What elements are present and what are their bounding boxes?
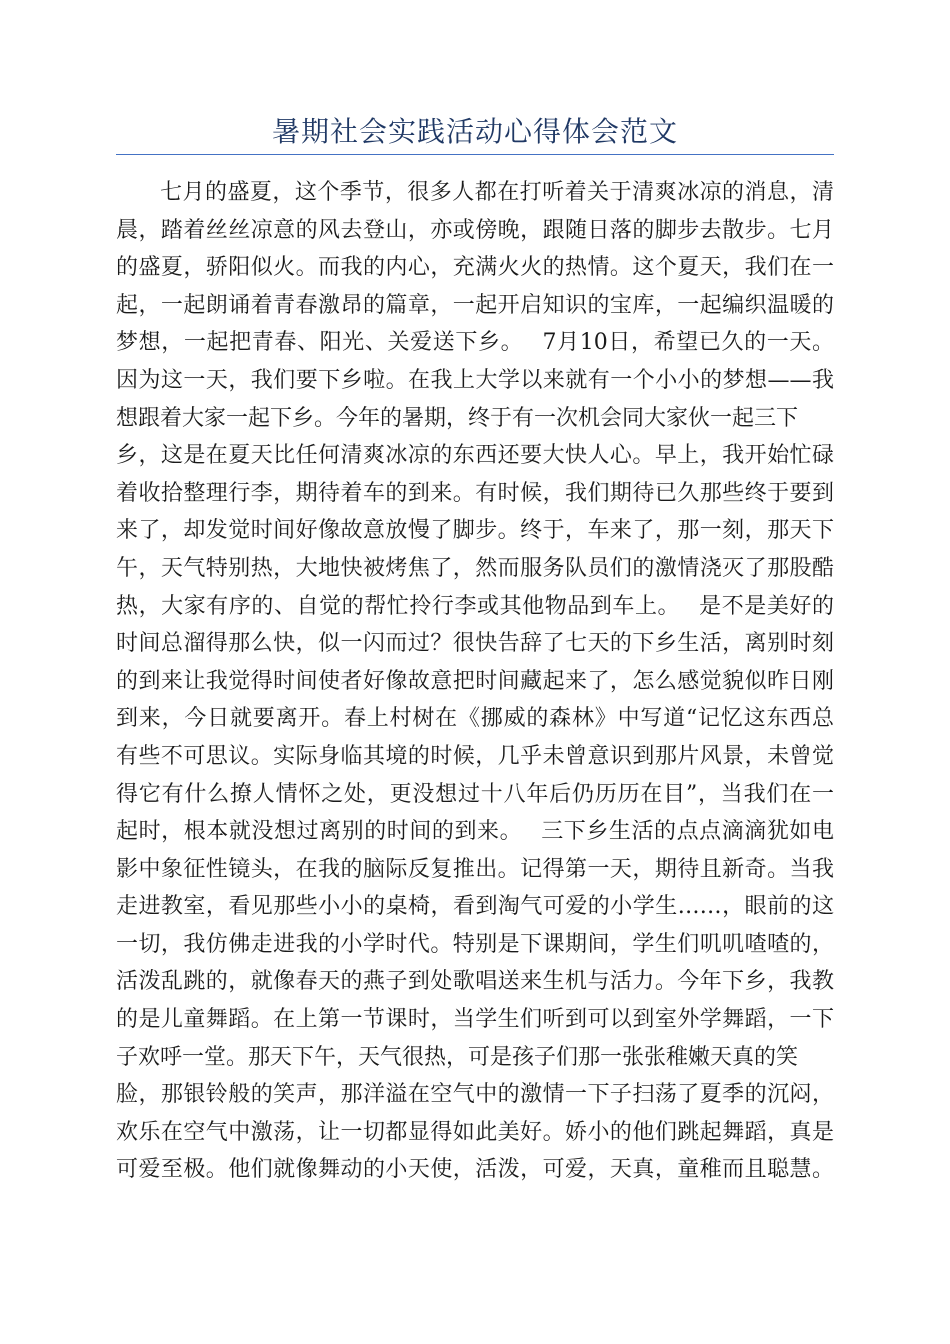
body-line: 到来，今日就要离开。春上村树在《挪威的森林》中写道“记忆这东西总 bbox=[116, 706, 834, 732]
body-line: 来了，却发觉时间好像故意放慢了脚步。终于，车来了，那一刻，那天下 bbox=[116, 518, 834, 544]
title-underline bbox=[116, 154, 834, 155]
body-line: 想跟着大家一起下乡。今年的暑期，终于有一次机会同大家伙一起三下 bbox=[116, 405, 799, 431]
body-line: 着收拾整理行李，期待着车的到来。有时候，我们期待已久那些终于要到 bbox=[116, 480, 834, 506]
body-line: 的盛夏，骄阳似火。而我的内心，充满火火的热情。这个夏天，我们在一 bbox=[116, 255, 834, 281]
body-line: 走进教室，看见那些小小的桌椅，看到淘气可爱的小学生……，眼前的这 bbox=[116, 894, 834, 920]
body-line: 乡，这是在夏天比任何清爽冰凉的东西还要大快人心。早上，我开始忙碌 bbox=[116, 443, 834, 469]
body-line: 得它有什么撩人情怀之处，更没想过十八年后仍历历在目”，当我们在一 bbox=[116, 781, 834, 807]
document-body bbox=[116, 174, 834, 1189]
body-line: 的是儿童舞蹈。在上第一节课时，当学生们听到可以到室外学舞蹈，一下 bbox=[116, 1007, 834, 1033]
document-title: 暑期社会实践活动心得体会范文 bbox=[271, 115, 678, 148]
body-line: 有些不可思议。实际身临其境的时候，几乎未曾意识到那片风景，未曾觉 bbox=[116, 743, 834, 769]
body-line: 热，大家有序的、自觉的帮忙拎行李或其他物品到车上。 是不是美好的 bbox=[116, 593, 834, 619]
body-line: 起时，根本就没想过离别的时间的到来。 三下乡生活的点点滴滴犹如电 bbox=[116, 819, 834, 845]
body-line: 梦想，一起把青春、阳光、关爱送下乡。 7月10日，希望已久的一天。 bbox=[116, 330, 834, 356]
body-line: 午，天气特别热，大地快被烤焦了，然而服务队员们的激情浇灭了那股酷 bbox=[116, 555, 834, 581]
body-line: 时间总溜得那么快，似一闪而过？很快告辞了七天的下乡生活，离别时刻 bbox=[116, 631, 834, 657]
body-line: 活泼乱跳的，就像春天的燕子到处歌唱送来生机与活力。今年下乡，我教 bbox=[116, 969, 834, 995]
body-line: 七月的盛夏，这个季节，很多人都在打听着关于清爽冰凉的消息，清 bbox=[160, 180, 834, 205]
body-line: 脸，那银铃般的笑声，那洋溢在空气中的激情一下子扫荡了夏季的沉闷， bbox=[116, 1082, 834, 1108]
body-line: 影中象征性镜头，在我的脑际反复推出。记得第一天，期待且新奇。当我 bbox=[116, 856, 834, 882]
body-line: 晨，踏着丝丝凉意的风去登山，亦或傍晚，跟随日落的脚步去散步。七月 bbox=[116, 217, 834, 243]
body-line: 欢乐在空气中激荡，让一切都显得如此美好。娇小的他们跳起舞蹈，真是 bbox=[116, 1119, 834, 1145]
body-line: 的到来让我觉得时间使者好像故意把时间藏起来了，怎么感觉貌似昨日刚 bbox=[116, 668, 834, 694]
body-line: 因为这一天，我们要下乡啦。在我上大学以来就有一个小小的梦想——我 bbox=[116, 367, 834, 393]
body-line: 起，一起朗诵着青春激昂的篇章，一起开启知识的宝库，一起编织温暖的 bbox=[116, 292, 834, 318]
body-line: 一切，我仿佛走进我的小学时代。特别是下课期间，学生们叽叽喳喳的， bbox=[116, 931, 834, 957]
body-line: 可爱至极。他们就像舞动的小天使，活泼，可爱，天真，童稚而且聪慧。 bbox=[116, 1157, 834, 1183]
body-line: 子欢呼一堂。那天下午，天气很热，可是孩子们那一张张稚嫩天真的笑 bbox=[116, 1044, 799, 1070]
